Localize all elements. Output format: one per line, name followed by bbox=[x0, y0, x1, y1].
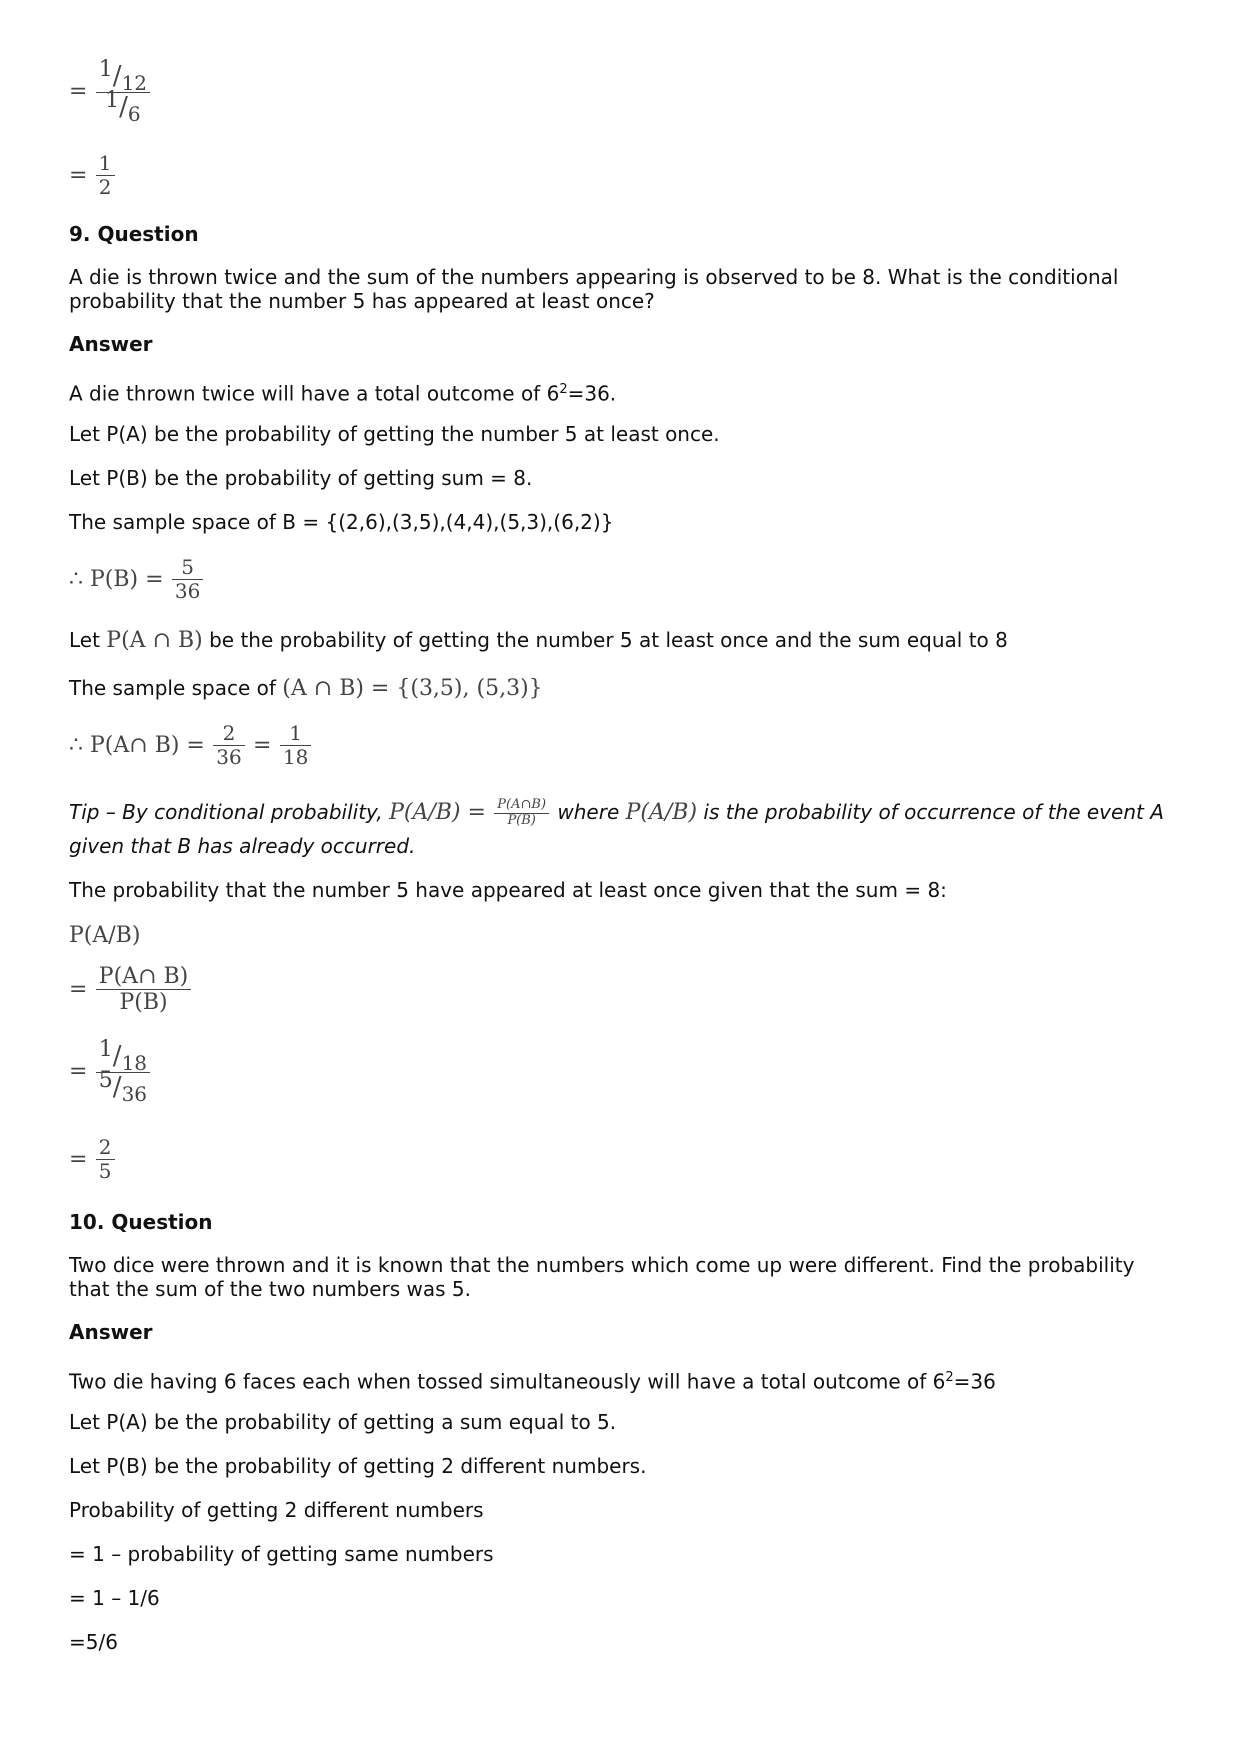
answer-line: Let P(A) be the probability of getting a sum equal to 5. bbox=[69, 1410, 617, 1434]
num-part: 1 bbox=[98, 57, 113, 82]
fraction bbox=[280, 722, 311, 769]
answer-line bbox=[69, 676, 543, 701]
text: Tip – By conditional probability, bbox=[69, 799, 383, 824]
math-inline: P(A ∩ B) bbox=[106, 628, 203, 653]
numerator: 1 bbox=[96, 152, 115, 176]
answer-line: Let P(B) be the probability of getting sum = 8. bbox=[69, 466, 533, 490]
equation-pb bbox=[69, 556, 205, 603]
math-label: P(A/B) bbox=[69, 923, 141, 948]
superscript: 2 bbox=[945, 1370, 954, 1385]
superscript: 2 bbox=[559, 382, 568, 397]
numerator: 1/12 bbox=[96, 62, 150, 93]
fraction bbox=[96, 1037, 150, 1106]
equals-sign: = bbox=[69, 162, 88, 188]
denominator: 18 bbox=[282, 745, 309, 769]
answer-label: Answer bbox=[69, 332, 153, 356]
numerator: 2 bbox=[96, 1136, 115, 1160]
fraction bbox=[96, 57, 150, 126]
math-inline: P(A/B) = bbox=[389, 799, 486, 825]
denominator: 5 bbox=[98, 1159, 112, 1183]
answer-line bbox=[69, 1366, 996, 1394]
equation-lhs: ∴ P(A∩ B) = bbox=[69, 732, 205, 758]
text: where bbox=[557, 799, 620, 824]
den-part: 6 bbox=[127, 101, 141, 126]
equation-pab bbox=[69, 722, 313, 769]
equals-sign: = bbox=[253, 732, 272, 758]
question-text: Two dice were thrown and it is known that the numbers which come up were different. Find the probability that the sum of the two numbers was 5. bbox=[69, 1253, 1135, 1301]
equation-fraction bbox=[69, 1136, 117, 1183]
fraction bbox=[172, 556, 203, 603]
numerator: P(A∩ B) bbox=[96, 964, 191, 990]
text: Let bbox=[69, 628, 100, 652]
denominator: 36 bbox=[216, 745, 242, 769]
equals-sign: = bbox=[69, 976, 88, 1002]
answer-line: The sample space of B = {(2,6),(3,5),(4,4),(5,3),(6,2)} bbox=[69, 510, 614, 534]
answer-line bbox=[69, 378, 616, 406]
text: A die thrown twice will have a total outcome of 6 bbox=[69, 381, 560, 406]
tip-line bbox=[69, 798, 1164, 829]
denominator: 5/36 bbox=[98, 1067, 148, 1106]
denominator: P(B) bbox=[507, 812, 536, 828]
math-inline: P(A/B) bbox=[625, 799, 698, 825]
fraction bbox=[494, 798, 549, 829]
den-part: 36 bbox=[121, 1081, 148, 1106]
numerator: 5 bbox=[172, 556, 203, 580]
equation-fraction bbox=[69, 1037, 152, 1106]
equation-fraction-1 bbox=[69, 57, 152, 126]
tip-line: given that B has already occurred. bbox=[69, 834, 416, 858]
equals-sign: = bbox=[69, 79, 88, 105]
text: is the probability of occurrence of the event A bbox=[703, 799, 1164, 824]
question-text: A die is thrown twice and the sum of the numbers appearing is observed to be 8. What is the conditional probability that the number 5 has appeared at least once? bbox=[69, 265, 1119, 313]
denominator: 1/6 bbox=[105, 87, 141, 126]
denominator: 36 bbox=[174, 579, 201, 603]
answer-line: Let P(B) be the probability of getting 2 different numbers. bbox=[69, 1454, 647, 1478]
answer-line: =5/6 bbox=[69, 1630, 118, 1654]
numerator: 2 bbox=[213, 722, 244, 746]
text: Two die having 6 faces each when tossed simultaneously will have a total outcome of 6 bbox=[69, 1369, 946, 1394]
answer-line: The probability that the number 5 have appeared at least once given that the sum = 8: bbox=[69, 878, 947, 902]
question-heading: 9. Question bbox=[69, 222, 199, 246]
equals-sign: = bbox=[69, 1146, 88, 1172]
math-inline: (A ∩ B) = {(3,5), (5,3)} bbox=[282, 676, 543, 701]
text: =36. bbox=[567, 381, 617, 406]
fraction bbox=[213, 722, 244, 769]
num-part: 12 bbox=[121, 71, 148, 95]
answer-line: Probability of getting 2 different numbers bbox=[69, 1498, 484, 1522]
numerator: 1 bbox=[280, 722, 311, 746]
answer-line: = 1 – probability of getting same numbers bbox=[69, 1542, 494, 1566]
question-heading: 10. Question bbox=[69, 1210, 213, 1234]
fraction bbox=[96, 152, 115, 199]
num-part: 18 bbox=[121, 1051, 148, 1075]
equation-lhs: ∴ P(B) = bbox=[69, 566, 164, 592]
fraction bbox=[96, 964, 191, 1016]
numerator: P(A∩B) bbox=[494, 798, 549, 814]
answer-label: Answer bbox=[69, 1320, 153, 1344]
answer-line: Let P(A) be the probability of getting the number 5 at least once. bbox=[69, 422, 720, 446]
text: be the probability of getting the number 5 at least once and the sum equal to 8 bbox=[209, 628, 1008, 652]
text: The sample space of bbox=[69, 676, 276, 700]
fraction bbox=[96, 1136, 115, 1183]
answer-line: = 1 – 1/6 bbox=[69, 1586, 160, 1610]
num-part: 1 bbox=[98, 1037, 113, 1062]
text: =36 bbox=[953, 1369, 996, 1394]
den-part: 1 bbox=[105, 87, 120, 113]
numerator: 1/18 bbox=[96, 1042, 150, 1073]
equation-fraction bbox=[69, 964, 193, 1016]
den-part: 5 bbox=[98, 1067, 113, 1093]
equation-fraction-2 bbox=[69, 152, 117, 199]
denominator: 2 bbox=[98, 175, 112, 199]
answer-line bbox=[69, 628, 1008, 653]
denominator: P(B) bbox=[119, 990, 168, 1016]
equals-sign: = bbox=[69, 1059, 88, 1085]
